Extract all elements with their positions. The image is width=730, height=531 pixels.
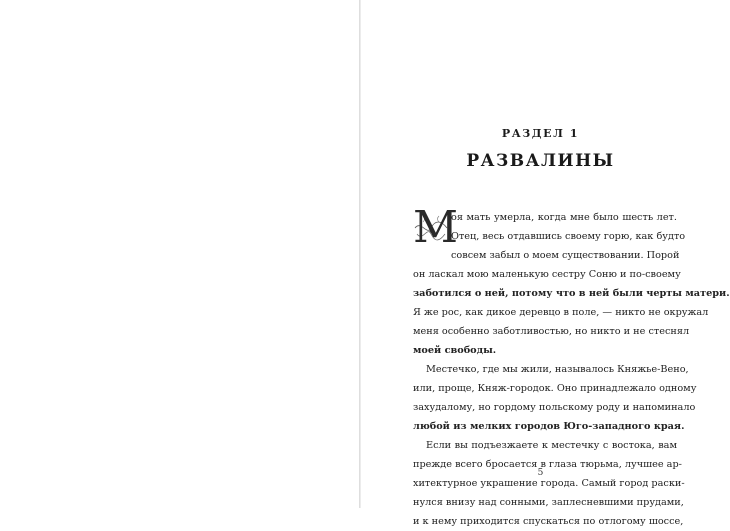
text-line: захудалому, но гордому польскому роду и напоминало: [413, 402, 696, 413]
text-line: совсем забыл о моем существовании. Порой: [451, 250, 680, 261]
drop-cap-letter: М: [413, 202, 459, 253]
text-line: прежде всего бросается в глаза тюрьма, лучшее ар-: [413, 459, 682, 470]
text-line: хитектурное украшение города. Самый город раски-: [413, 478, 685, 489]
text-line: и к нему приходится спускаться по отлогому шоссе,: [413, 516, 684, 527]
right-page: [361, 0, 730, 527]
text-line: моей свободы.: [413, 345, 497, 356]
chapter-title: РАЗВАЛИНЫ: [466, 151, 615, 171]
text-line: любой из мелких городов Юго-западного края.: [413, 421, 685, 432]
text-line: меня особенно заботливостью, но никто и не стеснял: [413, 326, 690, 337]
text-line: Местечко, где мы жили, называлось Княжье-Вено,: [426, 364, 689, 375]
body-text: [413, 208, 730, 531]
text-line: Отец, весь отдавшись своему горю, как будто: [451, 231, 686, 242]
text-line: или, проще, Княж-городок. Оно принадлежало одному: [413, 383, 697, 394]
text-line: оя мать умерла, когда мне было шесть лет.: [451, 212, 677, 223]
text-line: Если вы подъезжаете к местечку с востока, вам: [426, 440, 677, 451]
text-line: заботился о ней, потому что в ней были черты матери.: [413, 288, 730, 299]
left-page-blank: [0, 0, 360, 508]
page-number: 5: [537, 468, 544, 478]
text-line: он ласкал мою маленькую сестру Соню и по-своему: [413, 269, 681, 280]
text-line: нулся внизу над сонными, заплесневшими прудами,: [413, 497, 684, 508]
text-line: Я же рос, как дикое деревцо в поле, — никто не окружал: [413, 307, 709, 318]
section-label: РАЗДЕЛ 1: [501, 127, 580, 140]
